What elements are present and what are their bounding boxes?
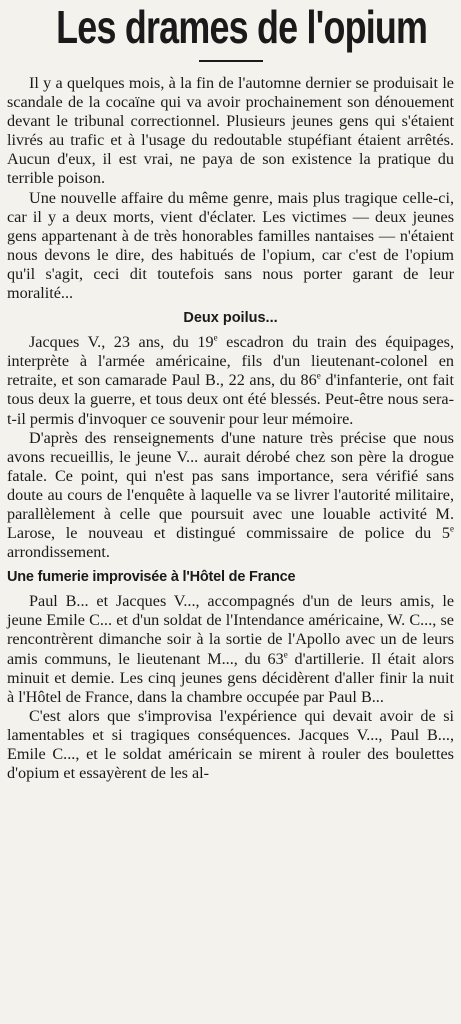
subhead-fumerie: Une fumerie improvisée à l'Hôtel de France [7, 569, 296, 586]
subhead-deux-poilus: Deux poilus... [183, 310, 278, 327]
ordinal-suffix: e [316, 370, 321, 381]
section-2-paragraph-1 [7, 592, 454, 707]
section-1-paragraph-1-part-a: Jacques V., 23 ans, du 19 [29, 333, 214, 352]
section-2-paragraph-1-part-a: Paul B... et Jacques V..., accompagnés d'un de leurs amis, le jeune Emile C... et d'un soldat de l'Intendance américaine, W. C..., se rencontrèrent dimanche soir à la sortie de l'Apollo avec un de leurs amis communs, le lieutenant M..., du 63 [7, 592, 454, 668]
section-1-paragraph-2-part-a: D'après des renseignements d'une nature très précise que nous avons recueillis, le jeune V... aurait dérobé chez son père la drogue fatale. Ce point, qui n'est pas sans importance, sera vérifié sans doute au cours de l'enquête à laquelle va se livrer l'autorité militaire, parallèlement à celle que poursuit avec une louable activité M. Larose, le nouveau et distingué commissaire de police du 5 [7, 428, 454, 543]
headline-rule [199, 60, 263, 62]
section-2-paragraph-1-part-b: d'artillerie. Il était alors minuit et demie. Les cinq jeunes gens décidèrent d'aller finir la nuit à l'Hôtel de France, dans la chambre occupée par Paul B... [7, 649, 454, 706]
article-headline: Les drames de l'opium [56, 1, 428, 53]
section-1-paragraph-2-part-b: arrondissement. [7, 543, 110, 562]
section-1-paragraph-1-part-b: escadron du train des équipages, interprète à l'armée américaine, fils d'un lieutenant-colonel en retraite, et son camarade Paul B., 22 ans, du 86 [7, 333, 455, 390]
section-1-paragraph-2 [7, 429, 454, 563]
ordinal-suffix: e [450, 523, 454, 534]
ordinal-suffix: e [213, 332, 218, 343]
intro-paragraph-1: Il y a quelques mois, à la fin de l'automne dernier se produisait le scandale de la cocaïne qui va avoir prochainement son dénouement devant le tribunal correctionnel. Plusieurs jeunes gens qui s'étaient livrés au trafic et à l'usage du redoutable stupéfiant étaient arrêtés. Aucun d'eux, il est vrai, ne paya de son existence la pratique du terrible poison. [7, 74, 454, 188]
section-2-paragraph-2: C'est alors que s'improvisa l'expérience qui devait avoir de si lamentables et si tragiques conséquences. Jacques V..., Paul B..., Emile C..., et le soldat américain se mirent à rouler des boulettes d'opium et essayèrent de les al- [7, 706, 454, 783]
section-1-paragraph-1-part-c: d'infanterie, ont fait tous deux la guerre, et tous deux ont été blessés. Peut-être nous sera-t-il permis d'invoquer ce souvenir pour leur mémoire. [7, 371, 455, 428]
section-1-paragraph-1 [7, 333, 454, 428]
intro-paragraph-2: Une nouvelle affaire du même genre, mais plus tragique celle-ci, car il y a deux morts, vient d'éclater. Les victimes — deux jeunes gens appartenant à de très honorables familles nantaises — n'étaient nous devons le dire, des habitués de l'opium, car c'est de l'opium qu'il s'agit, ceci dit toutefois sans nous porter garant de leur moralité... [7, 188, 454, 303]
ordinal-suffix: e [283, 649, 288, 660]
